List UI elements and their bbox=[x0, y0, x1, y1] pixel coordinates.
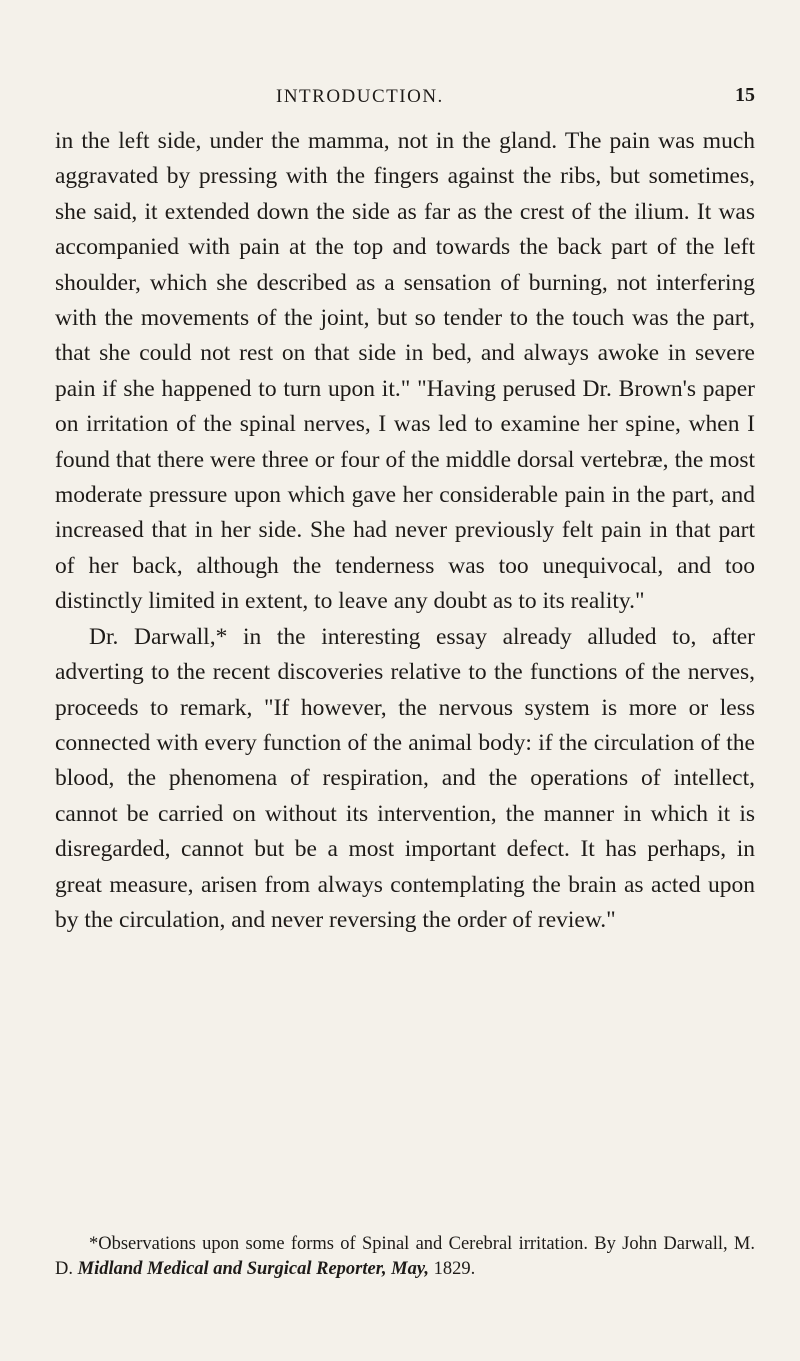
paragraph-darwall: Dr. Darwall,* in the interesting essay already alluded to, after adverting to the recent discoveries relative to the functions of the nerves, proceeds to remark, "If however, the nervous system is more or less connected with every function of the animal body: if the circulation of the blood, the phenomena of respiration, and the operations of intellect, cannot be carried on without its intervention, the manner in which it is disregarded, cannot but be a most important defect. It has perhaps, in great measure, arisen from always contemplating the brain as acted upon by the circulation, and never reversing the order of review." bbox=[55, 623, 755, 933]
footnote-year: 1829. bbox=[428, 1259, 476, 1279]
footnote bbox=[55, 1232, 755, 1282]
body-text bbox=[55, 124, 755, 938]
footnote-paragraph bbox=[55, 1232, 755, 1282]
running-head bbox=[276, 86, 755, 116]
page-number: 15 bbox=[735, 84, 755, 106]
running-title: INTRODUCTION. bbox=[276, 86, 444, 107]
footnote-citation: *Observations upon some forms of Spinal and Cerebral irritation. By John Darwall, M. D. bbox=[55, 1234, 755, 1279]
paragraph-continued: in the left side, under the mamma, not in the gland. The pain was much aggravated by pressing with the fingers against the ribs, but sometimes, she said, it extended down the side as far as the crest of the ilium. It was accompanied with pain at the top and towards the back part of the left shoulder, which she described as a sensation of burning, not interfering with the movements of the joint, but so tender to the touch was the part, that she could not rest on that side in bed, and always awoke in severe pain if she happened to turn upon it." "Having perused Dr. Brown's paper on irritation of the spinal nerves, I was led to examine her spine, when I found that there were three or four of the middle dorsal vertebræ, the most moderate pressure upon which gave her considerable pain in the part, and increased that in her side. She had never previously felt pain in that part of her back, although the tenderness was too unequivocal, and too distinctly limited in extent, to leave any doubt as to its reality." bbox=[55, 128, 755, 615]
footnote-journal: Midland Medical and Surgical Reporter, May, bbox=[77, 1259, 429, 1279]
